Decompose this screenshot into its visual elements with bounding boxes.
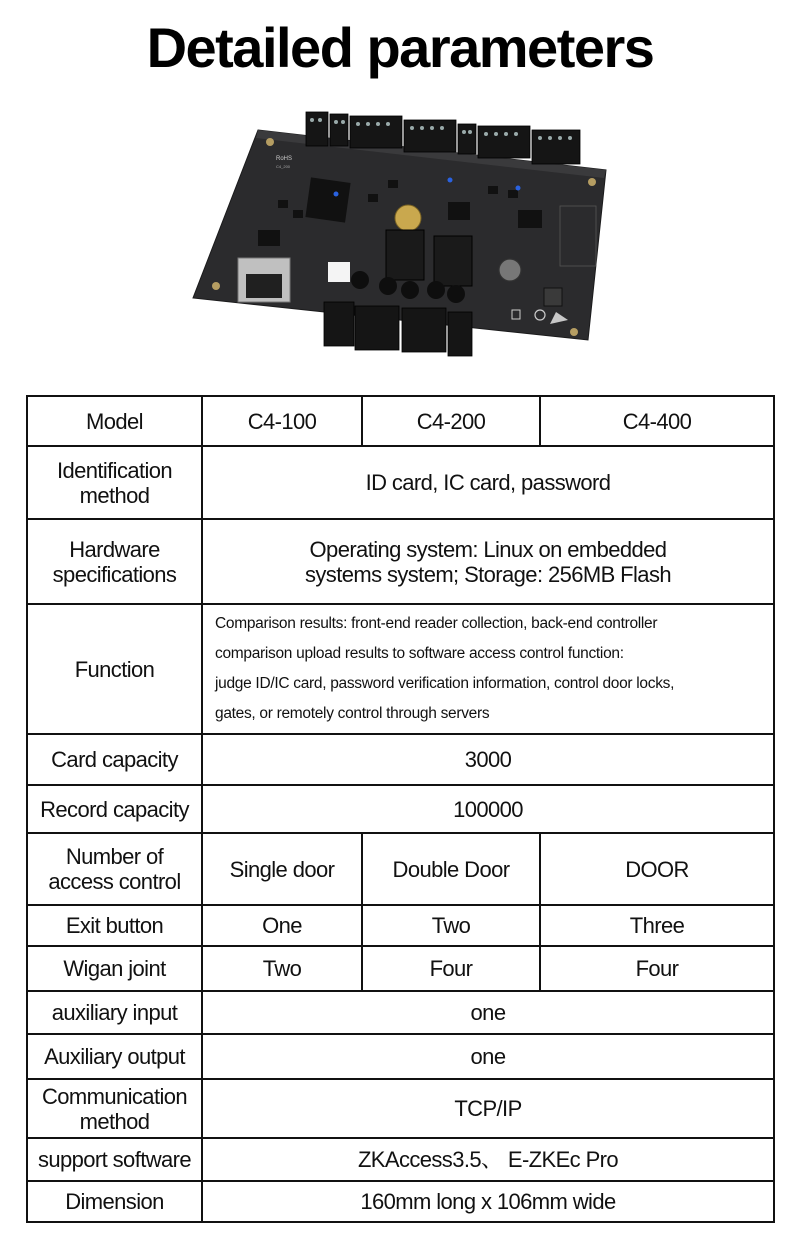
row-label: Card capacity [27,734,202,785]
spec-table [26,395,775,1223]
row-function [27,604,774,734]
product-image-controller-board [188,110,612,360]
row-value: one [202,1034,774,1079]
row-value: one [202,991,774,1034]
row-value: TCP/IP [202,1079,774,1138]
row-label: Identification method [27,446,202,519]
row-auxiliary-input [27,991,774,1034]
row-label: Dimension [27,1181,202,1222]
row-auxiliary-output [27,1034,774,1079]
row-model [27,396,774,446]
row-label: Model [27,396,202,446]
value-c4-100: One [202,905,362,946]
row-exit-button [27,905,774,946]
row-value: ZKAccess3.5、 E-ZKEc Pro [202,1138,774,1181]
row-wigan-joint [27,946,774,991]
svg-text:RoHS: RoHS [276,156,293,162]
value-c4-200: Double Door [362,833,540,905]
value-c4-400: DOOR [540,833,774,905]
row-label: Record capacity [27,785,202,833]
row-card-capacity [27,734,774,785]
row-label: Wigan joint [27,946,202,991]
row-value: 160mm long x 106mm wide [202,1181,774,1222]
model-c4-100: C4-100 [202,396,362,446]
row-number-of-access-control [27,833,774,905]
value-c4-100: Two [202,946,362,991]
value-c4-200: Two [362,905,540,946]
value-c4-200: Four [362,946,540,991]
row-label: auxiliary input [27,991,202,1034]
row-hardware-specifications [27,519,774,604]
svg-text:C4_200: C4_200 [276,164,291,169]
row-value: ID card, IC card, password [202,446,774,519]
row-value: 3000 [202,734,774,785]
value-c4-400: Three [540,905,774,946]
row-label: support software [27,1138,202,1181]
row-record-capacity [27,785,774,833]
row-identification-method [27,446,774,519]
row-communication-method [27,1079,774,1138]
value-c4-100: Single door [202,833,362,905]
row-label: Exit button [27,905,202,946]
row-label: Auxiliary output [27,1034,202,1079]
value-c4-400: Four [540,946,774,991]
row-label: Communication method [27,1079,202,1138]
model-c4-200: C4-200 [362,396,540,446]
row-support-software [27,1138,774,1181]
row-dimension [27,1181,774,1222]
row-value: 100000 [202,785,774,833]
row-value: Operating system: Linux on embedded systems system; Storage: 256MB Flash [202,519,774,604]
row-value: Comparison results: front-end reader collection, back-end controller comparison upload results to software access control function: judge ID/IC card, password verification information, control door locks, gates, or remotely control through servers [202,604,774,734]
model-c4-400: C4-400 [540,396,774,446]
row-label: Number of access control [27,833,202,905]
row-label: Function [27,604,202,734]
page-title: Detailed parameters [146,16,654,79]
row-label: Hardware specifications [27,519,202,604]
